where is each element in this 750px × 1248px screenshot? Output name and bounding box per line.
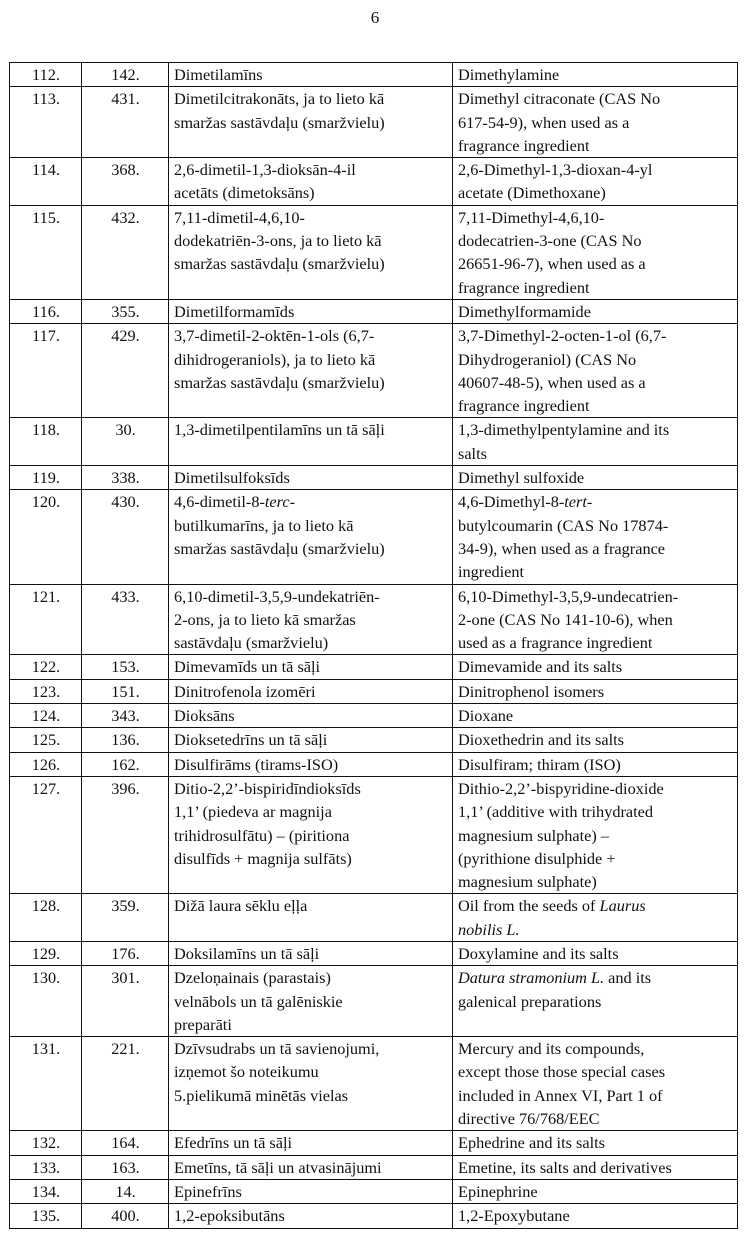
reference-number-cell: 176.	[82, 941, 169, 965]
latvian-name-cell: Emetīns, tā sāļi un atvasinājumi	[169, 1155, 453, 1179]
english-name-cell: Dioxane	[453, 704, 738, 728]
latvian-name-cell: Dimetilamīns	[169, 63, 453, 87]
row-number-cell: 116.	[10, 299, 82, 323]
english-name-italic: Datura stramonium L.	[458, 968, 605, 988]
reference-number-cell: 14.	[82, 1179, 169, 1203]
english-name-cell	[453, 894, 738, 942]
table-row	[10, 941, 738, 965]
latvian-name-cell: Dimevamīds un tā sāļi	[169, 655, 453, 679]
english-name-cell: 1,3-dimethylpentylamine and its salts	[453, 418, 738, 466]
english-name-cell: 6,10-Dimethyl-3,5,9-undecatrien- 2-one (CAS No 141-10-6), when used as a fragrance ingredient	[453, 584, 738, 655]
reference-number-cell: 153.	[82, 655, 169, 679]
english-name-cell: Emetine, its salts and derivatives	[453, 1155, 738, 1179]
reference-number-cell: 301.	[82, 966, 169, 1037]
english-name-text: Oil from the seeds of	[458, 896, 600, 916]
table-row	[10, 1179, 738, 1203]
english-name-italic: tert	[564, 492, 587, 512]
english-name-cell: Dithio-2,2’-bispyridine-dioxide 1,1’ (additive with trihydrated magnesium sulphate) – (pyrithione disulphide + magnesium sulphate)	[453, 776, 738, 893]
row-number-cell: 129.	[10, 941, 82, 965]
latvian-name-cell: Disulfirāms (tirams-ISO)	[169, 752, 453, 776]
latvian-name-cell: 7,11-dimetil-4,6,10- dodekatriēn-3-ons, ja to lieto kā smaržas sastāvdaļu (smaržvielu)	[169, 205, 453, 299]
reference-number-cell: 430.	[82, 490, 169, 584]
english-name-cell: 7,11-Dimethyl-4,6,10- dodecatrien-3-one (CAS No 26651-96-7), when used as a fragrance ingredient	[453, 205, 738, 299]
row-number-cell: 132.	[10, 1131, 82, 1155]
latvian-name-cell: Doksilamīns un tā sāļi	[169, 941, 453, 965]
english-name-cell: Doxylamine and its salts	[453, 941, 738, 965]
reference-number-cell: 368.	[82, 158, 169, 206]
table-row	[10, 87, 738, 158]
row-number-cell: 130.	[10, 966, 82, 1037]
row-number-cell: 120.	[10, 490, 82, 584]
english-name-cell: Dimethylformamide	[453, 299, 738, 323]
reference-number-cell: 164.	[82, 1131, 169, 1155]
page-number: 6	[370, 8, 380, 27]
english-name-text: 4,6-Dimethyl-8-	[458, 492, 565, 512]
latvian-name-italic: terc	[264, 492, 290, 512]
row-number-cell: 121.	[10, 584, 82, 655]
table-row	[10, 776, 738, 893]
english-name-cell: Dimevamide and its salts	[453, 655, 738, 679]
latvian-name-cell: Efedrīns un tā sāļi	[169, 1131, 453, 1155]
table-row	[10, 1204, 738, 1228]
row-number-cell: 117.	[10, 324, 82, 418]
row-number-cell: 118.	[10, 418, 82, 466]
english-name-cell: Dimethyl sulfoxide	[453, 466, 738, 490]
reference-number-cell: 400.	[82, 1204, 169, 1228]
reference-number-cell: 162.	[82, 752, 169, 776]
substances-table-body	[10, 63, 738, 1229]
reference-number-cell: 136.	[82, 728, 169, 752]
latvian-name-cell: 6,10-dimetil-3,5,9-undekatriēn- 2-ons, ja to lieto kā smaržas sastāvdaļu (smaržvielu)	[169, 584, 453, 655]
row-number-cell: 122.	[10, 655, 82, 679]
table-row	[10, 205, 738, 299]
english-name-cell: 3,7-Dimethyl-2-octen-1-ol (6,7- Dihydrogeraniol) (CAS No 40607-48-5), when used as a fragrance ingredient	[453, 324, 738, 418]
reference-number-cell: 432.	[82, 205, 169, 299]
latvian-name-cell: 2,6-dimetil-1,3-dioksān-4-il acetāts (dimetoksāns)	[169, 158, 453, 206]
latvian-name-cell: Dioksetedrīns un tā sāļi	[169, 728, 453, 752]
latvian-name-cell: 1,2-epoksibutāns	[169, 1204, 453, 1228]
english-name-text: - butylcoumarin (CAS No 17874- 34-9), when used as a fragrance ingredient	[458, 492, 669, 582]
row-number-cell: 112.	[10, 63, 82, 87]
latvian-name-cell: Dimetilformamīds	[169, 299, 453, 323]
table-row	[10, 728, 738, 752]
reference-number-cell: 433.	[82, 584, 169, 655]
row-number-cell: 119.	[10, 466, 82, 490]
table-row	[10, 1131, 738, 1155]
english-name-cell: Mercury and its compounds, except those those special cases included in Annex VI, Part 1 of directive 76/768/EEC	[453, 1037, 738, 1131]
table-row	[10, 299, 738, 323]
table-row	[10, 418, 738, 466]
table-row	[10, 324, 738, 418]
row-number-cell: 115.	[10, 205, 82, 299]
reference-number-cell: 163.	[82, 1155, 169, 1179]
table-row	[10, 1037, 738, 1131]
reference-number-cell: 355.	[82, 299, 169, 323]
english-name-italic: Laurus nobilis L.	[458, 896, 646, 939]
row-number-cell: 114.	[10, 158, 82, 206]
english-name-cell: 1,2-Epoxybutane	[453, 1204, 738, 1228]
english-name-cell	[453, 490, 738, 584]
reference-number-cell: 151.	[82, 679, 169, 703]
latvian-name-cell: Dioksāns	[169, 704, 453, 728]
reference-number-cell: 359.	[82, 894, 169, 942]
row-number-cell: 135.	[10, 1204, 82, 1228]
latvian-name-cell: Epinefrīns	[169, 1179, 453, 1203]
english-name-cell: Ephedrine and its salts	[453, 1131, 738, 1155]
latvian-name-cell: Dimetilcitrakonāts, ja to lieto kā smaržas sastāvdaļu (smaržvielu)	[169, 87, 453, 158]
latvian-name-cell: 1,3-dimetilpentilamīns un tā sāļi	[169, 418, 453, 466]
row-number-cell: 126.	[10, 752, 82, 776]
row-number-cell: 125.	[10, 728, 82, 752]
latvian-name-text: - butilkumarīns, ja to lieto kā smaržas sastāvdaļu (smaržvielu)	[174, 492, 385, 558]
english-name-cell: Dimethyl citraconate (CAS No 617-54-9), when used as a fragrance ingredient	[453, 87, 738, 158]
english-name-cell: Disulfiram; thiram (ISO)	[453, 752, 738, 776]
row-number-cell: 123.	[10, 679, 82, 703]
reference-number-cell: 431.	[82, 87, 169, 158]
table-row	[10, 679, 738, 703]
reference-number-cell: 30.	[82, 418, 169, 466]
reference-number-cell: 396.	[82, 776, 169, 893]
table-row	[10, 704, 738, 728]
table-row	[10, 1155, 738, 1179]
table-row	[10, 466, 738, 490]
latvian-name-cell: Dinitrofenola izomēri	[169, 679, 453, 703]
latvian-name-text: 4,6-dimetil-8-	[174, 492, 265, 512]
english-name-cell: Dinitrophenol isomers	[453, 679, 738, 703]
english-name-cell: Epinephrine	[453, 1179, 738, 1203]
row-number-cell: 128.	[10, 894, 82, 942]
english-name-text: and its galenical preparations	[458, 968, 652, 1011]
table-row	[10, 584, 738, 655]
latvian-name-cell: Ditio-2,2’-bispiridīndioksīds 1,1’ (piedeva ar magnija trihidrosulfātu) – (piritiona disulfīds + magnija sulfāts)	[169, 776, 453, 893]
latvian-name-cell: Dzīvsudrabs un tā savienojumi, izņemot šo noteikumu 5.pielikumā minētās vielas	[169, 1037, 453, 1131]
reference-number-cell: 221.	[82, 1037, 169, 1131]
reference-number-cell: 338.	[82, 466, 169, 490]
latvian-name-cell: Dimetilsulfoksīds	[169, 466, 453, 490]
latvian-name-cell	[169, 490, 453, 584]
english-name-cell: Dioxethedrin and its salts	[453, 728, 738, 752]
row-number-cell: 127.	[10, 776, 82, 893]
row-number-cell: 131.	[10, 1037, 82, 1131]
row-number-cell: 124.	[10, 704, 82, 728]
latvian-name-cell: Dižā laura sēklu eļļa	[169, 894, 453, 942]
english-name-cell	[453, 966, 738, 1037]
table-row	[10, 752, 738, 776]
reference-number-cell: 142.	[82, 63, 169, 87]
english-name-cell: Dimethylamine	[453, 63, 738, 87]
table-row	[10, 63, 738, 87]
reference-number-cell: 343.	[82, 704, 169, 728]
table-row	[10, 158, 738, 206]
table-row	[10, 894, 738, 942]
row-number-cell: 133.	[10, 1155, 82, 1179]
english-name-cell: 2,6-Dimethyl-1,3-dioxan-4-yl acetate (Dimethoxane)	[453, 158, 738, 206]
row-number-cell: 113.	[10, 87, 82, 158]
reference-number-cell: 429.	[82, 324, 169, 418]
row-number-cell: 134.	[10, 1179, 82, 1203]
table-row	[10, 655, 738, 679]
table-row	[10, 490, 738, 584]
substances-table	[9, 62, 738, 1229]
latvian-name-cell: Dzeloņainais (parastais) velnābols un tā galēniskie preparāti	[169, 966, 453, 1037]
table-row	[10, 966, 738, 1037]
latvian-name-cell: 3,7-dimetil-2-oktēn-1-ols (6,7- dihidrogeraniols), ja to lieto kā smaržas sastāvdaļu (smaržvielu)	[169, 324, 453, 418]
